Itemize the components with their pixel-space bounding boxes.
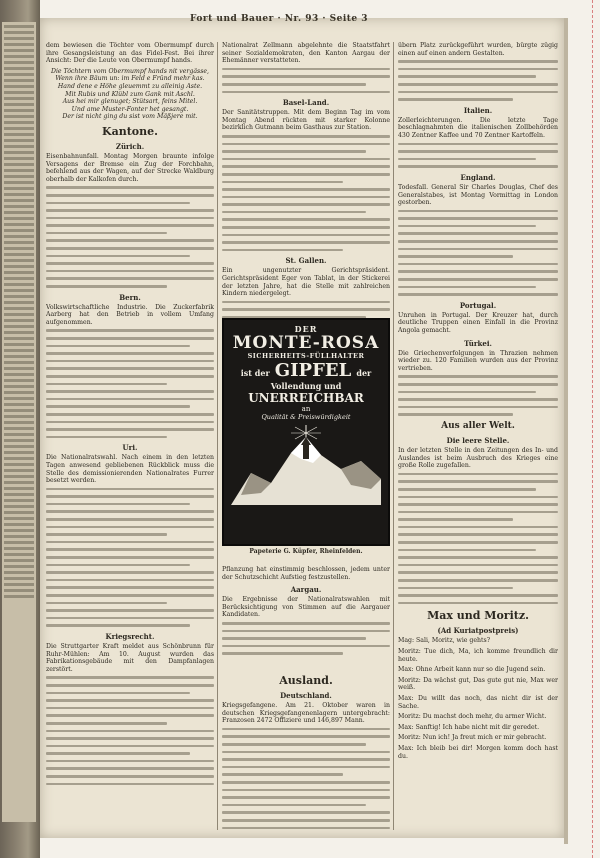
text-filler [46, 329, 214, 438]
subheading-basel: Basel-Land. [282, 98, 330, 108]
subheading-tuerkei: Türkei. [464, 338, 492, 348]
mountain-illustration [231, 423, 381, 505]
article-basel: Der Sanitätstruppen. Mit dem Beginn Tag im vom Montag Abend rückten mit starker Kolonne bezirklich Gutmann beim Gasthaus zur Station. [222, 109, 390, 132]
ad-gipfel-line [224, 360, 388, 381]
article-after-ad: Pflanzung hat einstimmig beschlossen, jedem unter der Schutzschicht Aufstieg festzustellen. [222, 566, 390, 581]
text-filler [398, 473, 558, 605]
article-deutschland: Kriegsgefangene. Am 21. Oktober waren in deutschen Kriegsgefangenenlagern untergebracht: Franzosen 2472 Offiziere und 146,897 Mann. [222, 702, 390, 725]
article-uri: Die Nationalratswahl. Nach einem in den letzten Tagen anwesend gebliebenen Rückblick muss die Stelle des demissionierenden Nationalrates Furrer besetzt werden. [46, 454, 214, 485]
subheading-england: England. [460, 172, 496, 182]
section-heading-max-moritz: Max und Moritz. [427, 609, 529, 623]
article-bern: Volkswirtschaftliche Industrie. Die Zuckerfabrik Aarberg hat den Betrieb in vollem Umfang aufgenommen. [46, 303, 214, 326]
dialog-line: Moritz: Da wächst gut, Das gute gut nie, Max wer weiß. [398, 676, 558, 692]
poem-line: Und ame Muster-Fonter het gesangt. [71, 105, 189, 113]
subheading-stgallen: St. Gallen. [285, 256, 327, 266]
text-filler [222, 68, 390, 93]
subheading-uri: Uri. [122, 443, 138, 453]
ad-gipfel: GIPFEL [274, 360, 352, 381]
section-heading-kantone: Kantone. [102, 124, 158, 138]
dialog [398, 637, 558, 760]
article-england: Todesfall. General Sir Charles Douglas, Chef des Generalstabes, ist Montag Vormittag in London gestorben. [398, 183, 558, 207]
ad-footer: Papeterie G. Küpfer, Rheinfelden. [249, 548, 363, 555]
dialog-line: Moritz: Nun ich! Ja freut mich er mir gebracht. [398, 734, 547, 742]
subheading-portugal: Portugal. [459, 300, 497, 310]
article-italien: Zollerleichterungen. Die letzte Tage beschlagnahmten die italienischen Zollbehörden 430 Zentner Kaffee und 70 Zentner Kartoffeln. [398, 116, 558, 139]
article-top-middle: Nationalrat Zellmann abgelehnte die Staatstfahrt seiner Sozialdemokraten, den Kanton Aargau der Ehemänner verstatteten. [222, 42, 390, 65]
article-stgallen: Ein ungenutzter Gerichtspräsident. Gerichtspräsident Eger von Tablat, in der Stickerei der letzten Jahre, hat die Stelle mit zahlreichen Kindern niedergelegt. [222, 267, 390, 298]
column-right [398, 42, 558, 830]
poem-line: Die Töchtern vom Obermumpf hands nit vergässe, [50, 67, 210, 75]
ad-brand: MONTE-ROSA [232, 333, 380, 353]
section-heading-ausland: Ausland. [279, 674, 333, 687]
article-zuerich: Eisenbahnunfall. Montag Morgen braunte infolge Versagens der Bremse ein Zug der Forchbahn, befehlend aus der Wagen, auf der Strecke Waldburg oberhalb der Kalkofen durch. [46, 152, 214, 183]
column-middle-after-ad [222, 566, 390, 666]
subheading-max-moritz: (Ad Kuriatpostpreis) [437, 626, 519, 636]
text-filler [46, 488, 214, 627]
dialog-line: Moritz: Du machst doch mehr, du armer Wicht. [398, 713, 547, 721]
article-tuerkei: Die Griechenverfolgungen in Thrazien nehmen wieder zu. 120 Familien wurden aus der Provinz vertrieben. [398, 349, 558, 372]
text-filler [398, 210, 558, 296]
section-heading-welt: Aus aller Welt. [441, 420, 515, 431]
dialog-line: Max: Ich bleib bei dir! Morgen komm doch hast du. [398, 744, 558, 760]
poem-line: Aus hei mir glenuget; Stütsart, feins Mitel. [62, 98, 198, 106]
subheading-deutschland: Deutschland. [280, 691, 332, 700]
column-middle-top [222, 42, 390, 332]
poem [46, 68, 214, 121]
subheading-aargau: Aargau. [290, 585, 322, 595]
poem-line: Wenn ihre Bäum un: im Feld e Fründ mehr kas. [55, 75, 205, 83]
ad-ist-der: ist der [240, 368, 270, 378]
text-filler [222, 135, 390, 252]
ad-vollendung: Vollendung und [270, 381, 342, 391]
subheading-bern: Bern. [119, 292, 141, 302]
poem-line: Hand dene e Höhe gleuemmt zu alleinig Aste. [57, 82, 203, 90]
article-top-right: übern Platz zurückgeführt wurden, bürgte zügig einen auf einen andern Gestalten. [398, 42, 558, 57]
subheading-zuerich: Zürich. [115, 141, 145, 151]
intro-text: dem bewiesen die Töchter vom Obermumpf durch ihre Gesangsleistung an das Fidel-Fest. Bei ihrer Ansicht: Der die Leute von Obermumpf hands. [46, 42, 214, 65]
left-page-strip [2, 22, 36, 822]
column-rule [217, 42, 218, 830]
dialog-line: Moritz: Tue dich, Ma, ich komme freundlich dir heute. [398, 648, 558, 663]
ad-der: DER [294, 324, 318, 334]
margin-line [592, 0, 594, 858]
text-filler [46, 676, 214, 785]
column-left [46, 42, 214, 830]
text-filler [398, 375, 558, 416]
poem-line: Mit Rubis und Klübl zum Gank mit Aschl. [65, 90, 195, 98]
running-head: Fort und Bauer · Nr. 93 · Seite 3 [190, 14, 369, 24]
ad-qualitaet: Qualität & Preiswürdigkeit [261, 413, 351, 421]
newspaper-page [40, 18, 564, 838]
text-filler [398, 60, 558, 101]
text-filler [222, 728, 390, 830]
dialog-line: Mag: Sali, Moritz, wie gehts? [398, 637, 491, 645]
binding-left-page [0, 0, 40, 858]
text-filler [222, 622, 390, 655]
dialog-line: Max: Ohne Arbeit kann nur so die Jugend sein. [398, 666, 546, 674]
text-filler [46, 186, 214, 287]
ad-unerreichbar: UNERREICHBAR [248, 391, 364, 405]
text-filler [398, 143, 558, 168]
article-kriegsrecht: Die Struttgarter Kraft meldet aus Schönbrunn für Ruhr-Mühlen: Am 10. August wurden das Fabrikationsgebäude mit den Dampfanlagen zerstört. [46, 642, 214, 673]
subheading-italien: Italien. [463, 105, 493, 115]
ad-der2: der [356, 368, 372, 378]
poem-line: Der ist nicht ging du sist vom Mäßjere mit. [62, 113, 198, 121]
article-welt: In der letzten Stelle in den Zeitungen des In- und Auslandes ist beim Ausbruch des Krieges eine große Rolle zugefallen. [398, 446, 558, 470]
dialog-line: Max: Sanftig! Ich habe nicht mit dir geredet. [398, 723, 540, 731]
dialog-line: Max: Du willt das noch, das nicht dir ist der Sache. [398, 694, 558, 710]
subheading-kriegsrecht: Kriegsrecht. [105, 631, 155, 641]
subheading-stelle: Die leere Stelle. [446, 435, 510, 445]
column-rule [393, 42, 394, 830]
ad-an: an [301, 405, 311, 413]
page-edge [564, 18, 568, 844]
article-portugal: Unruhen in Portugal. Der Kreuzer hat, durch deutliche Truppen einen Einfall in die Provinz Angola gemacht. [398, 311, 558, 334]
advertisement-monte-rosa [222, 318, 390, 546]
ad-subtitle: SICHERHEITS-FÜLLHALTER [247, 352, 365, 360]
article-aargau: Die Ergebnisse der Nationalratswahlen mit Berücksichtigung von Stimmen auf die Aargauer Kandidaten. [222, 596, 390, 619]
column-middle-bottom [222, 670, 390, 830]
